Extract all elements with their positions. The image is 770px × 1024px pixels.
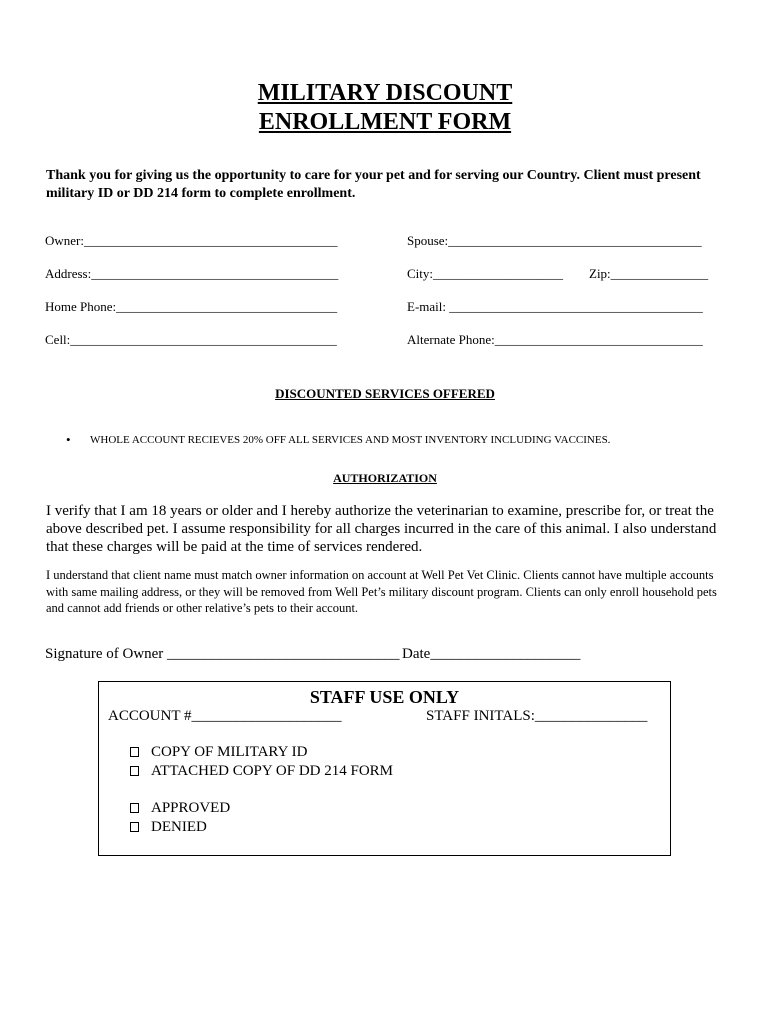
- services-heading: DISCOUNTED SERVICES OFFERED: [275, 386, 495, 401]
- city-field[interactable]: City:____________________: [407, 266, 564, 281]
- owner-signature-field[interactable]: Signature of Owner _______________________________: [45, 646, 400, 662]
- authorization-paragraph-2: I understand that client name must match owner information on account at Well Pet Vet Clinic. Clients cannot have multiple accounts with same mailing address, or they will be removed from Well Pet’s military discount program. Clients can only enroll household pets and cannot add friends or other relative’s pets to their account.: [46, 568, 717, 615]
- check-label: APPROVED: [151, 800, 231, 816]
- staff-use-title: STAFF USE ONLY: [309, 687, 460, 707]
- check-label: ATTACHED COPY OF DD 214 FORM: [151, 763, 394, 779]
- signature-date-field[interactable]: Date____________________: [402, 646, 581, 662]
- bullet-icon: •: [66, 432, 71, 447]
- form-title-line-1: MILITARY DISCOUNT: [257, 80, 513, 106]
- check-label: COPY OF MILITARY ID: [151, 744, 308, 760]
- owner-field[interactable]: Owner:_______________________________________: [45, 233, 338, 248]
- checkbox-icon[interactable]: [130, 822, 139, 832]
- check-copy-military-id[interactable]: [130, 744, 307, 761]
- services-bullet-text: WHOLE ACCOUNT RECIEVES 20% OFF ALL SERVICES AND MOST INVENTORY INCLUDING VACCINES.: [90, 434, 611, 446]
- account-number-field[interactable]: ACCOUNT #____________________: [108, 708, 342, 724]
- checkbox-icon[interactable]: [130, 803, 139, 813]
- authorization-paragraph-1: I verify that I am 18 years or older and I hereby authorize the veterinarian to examine, prescribe for, or treat the above described pet. I assume responsibility for all charges incurred in the care of this animal. I also understand that these charges will be paid at the time of services rendered.: [46, 503, 717, 555]
- check-label: DENIED: [151, 819, 207, 835]
- checkbox-icon[interactable]: [130, 747, 139, 757]
- address-field[interactable]: Address:______________________________________: [45, 266, 339, 281]
- checkbox-icon[interactable]: [130, 766, 139, 776]
- zip-field[interactable]: Zip:_______________: [589, 266, 709, 281]
- email-field[interactable]: E-mail: _______________________________________: [407, 299, 703, 314]
- spouse-field[interactable]: Spouse:_______________________________________: [407, 233, 702, 248]
- home-phone-field[interactable]: Home Phone:__________________________________: [45, 299, 338, 314]
- staff-initials-field[interactable]: STAFF INITALS:_______________: [426, 708, 648, 724]
- intro-text: Thank you for giving us the opportunity to care for your pet and for serving our Country. Client must present military ID or DD 214 form to complete enrollment.: [46, 168, 701, 201]
- cell-field[interactable]: Cell:_________________________________________: [45, 332, 337, 347]
- check-approved[interactable]: [130, 800, 230, 817]
- check-denied[interactable]: [130, 819, 207, 836]
- check-attached-dd214[interactable]: [130, 763, 393, 780]
- form-title-line-2: ENROLLMENT FORM: [258, 109, 512, 135]
- authorization-heading: AUTHORIZATION: [333, 471, 437, 485]
- alternate-phone-field[interactable]: Alternate Phone:________________________________: [407, 332, 703, 347]
